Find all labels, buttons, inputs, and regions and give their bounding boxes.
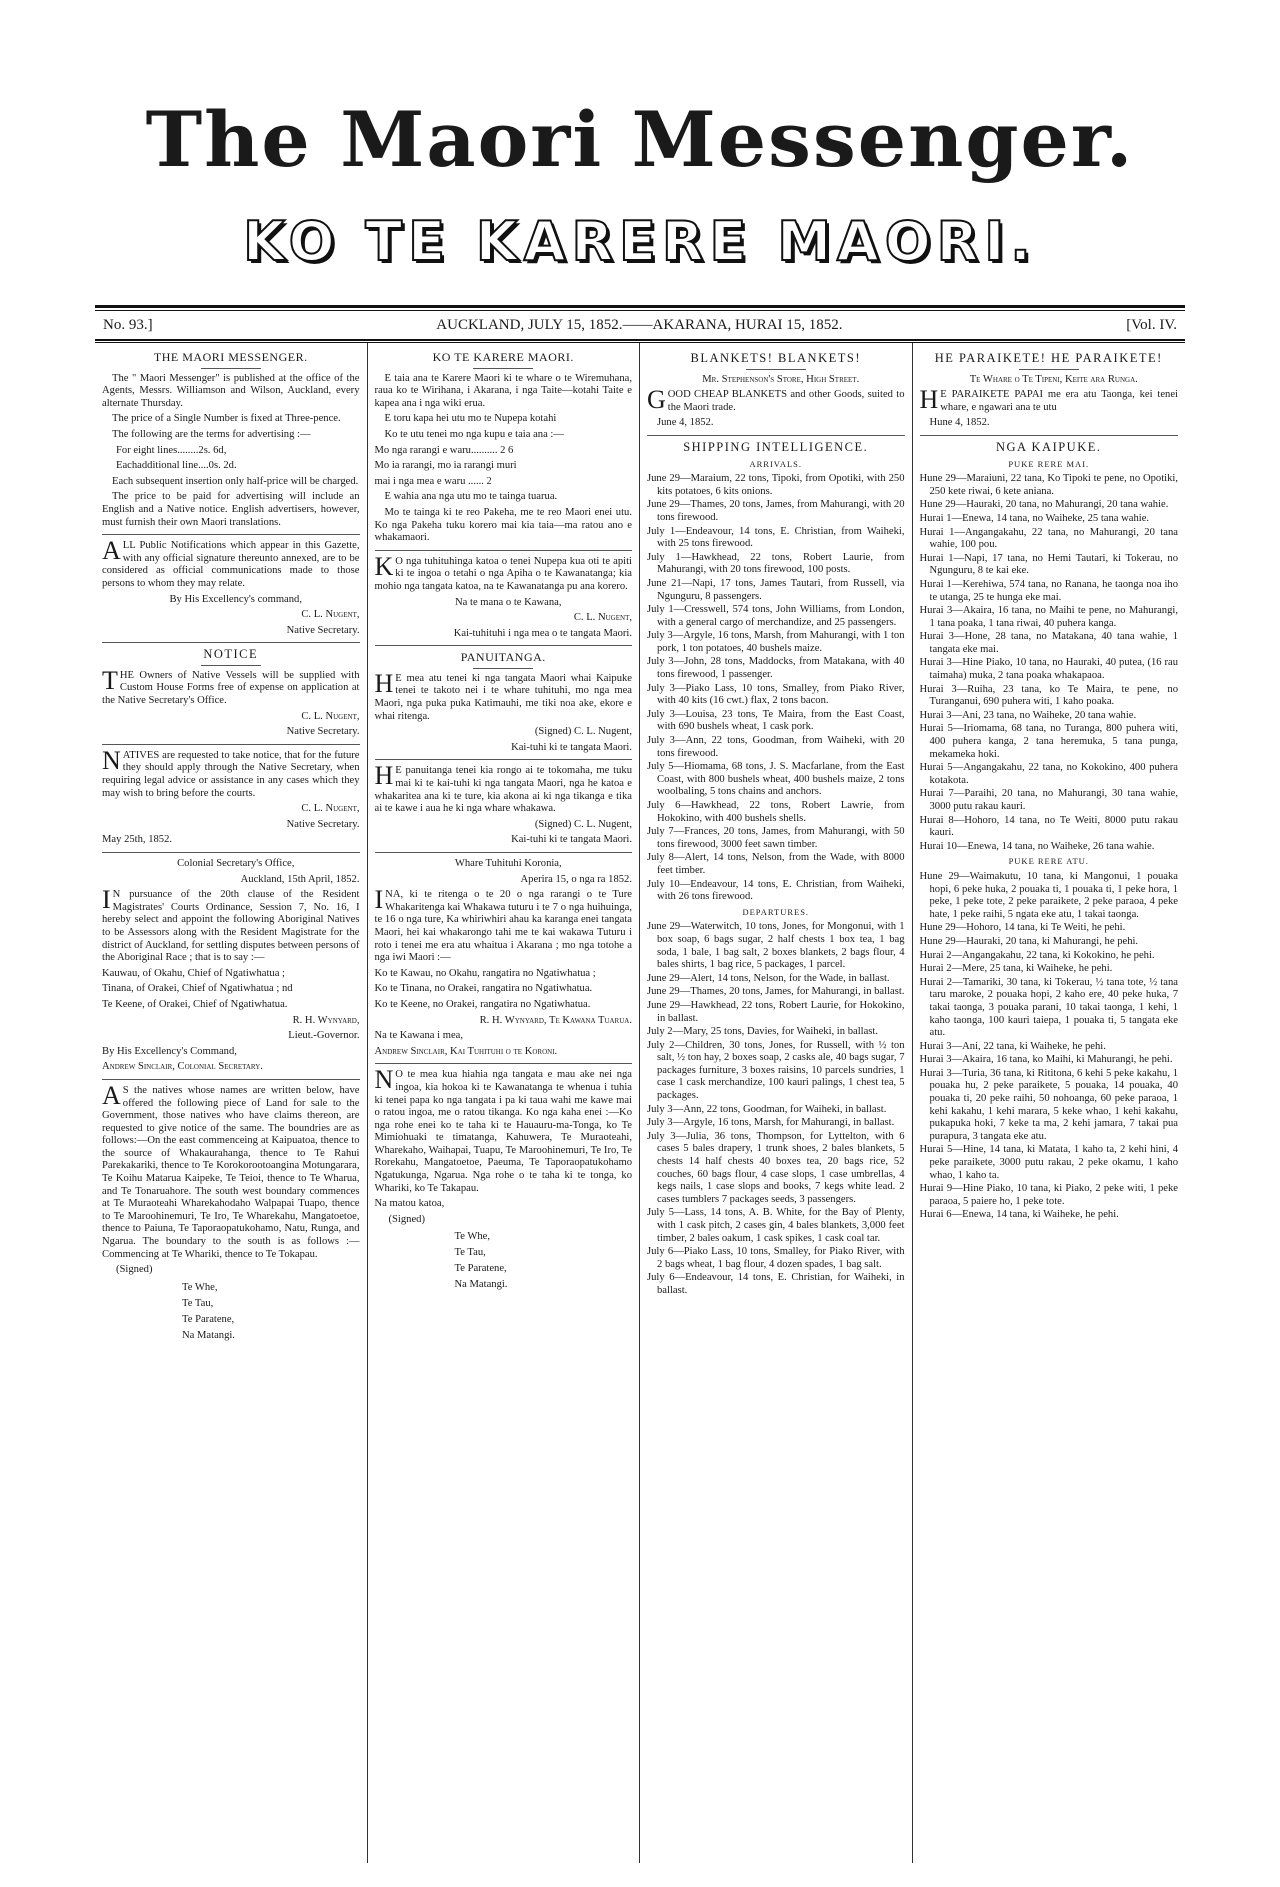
divider [647, 435, 905, 436]
list-item: June 21—Napi, 17 tons, James Tautari, from Russell, via Ngunguru, 8 passengers. [647, 577, 905, 602]
list-item: Hurai 10—Enewa, 14 tana, no Waiheke, 26 tana wahie. [919, 840, 1155, 852]
list-item: Hune 29—Maraiuni, 22 tana, Ko Tipoki te pene, no Opotiki, 250 kete riwai, 6 kete aniana. [919, 473, 1178, 497]
paragraph: KO nga tuhituhinga katoa o tenei Nupepa kua oti te apiti ki te ingoa o tetahi o nga Apiha o te Kawanatanga; kia mohio nga tangata katoa, na te Kawanatanga pu ana korero. [374, 551, 632, 592]
list-item: June 29—Alert, 14 tons, Nelson, for the Wade, in ballast. [647, 972, 890, 984]
assessor: Ko te Keene, no Orakei, rangatira no Ngatiwhatua. [374, 998, 591, 1010]
office-date: Aperira 15, o nga ra 1852. [520, 873, 632, 885]
office: Colonial Secretary's Office, [177, 858, 295, 869]
paragraph: Na te Kawana i mea, [374, 1030, 464, 1042]
masthead [95, 95, 1185, 185]
issue-number: No. 93.] [103, 317, 153, 333]
divider [102, 852, 360, 853]
signature: R. H. Wynyard, [292, 1014, 360, 1026]
column-shipping-english [640, 343, 913, 1863]
signature: C. L. Nugent, [301, 803, 360, 815]
paragraph: Ko te utu tenei mo nga kupu e taia ana :— [384, 428, 564, 440]
list-item: July 3—Argyle, 16 tons, Marsh, from Mahurangi, with 1 ton pork, 1 ton potatoes, 40 bushels maize. [647, 630, 905, 654]
list-item: July 5—Lass, 14 tons, A. B. White, for the Bay of Plenty, with 1 cask pitch, 2 cases gin, 4 bales blankets, 3,000 feet timber, 2 bales oakum, 1 cask spikes, 1 cask coal tar. [647, 1207, 905, 1244]
divider [746, 369, 806, 370]
divider [920, 435, 1179, 436]
assessor: Te Keene, of Orakei, Chief of Ngatiwhatua. [102, 998, 288, 1010]
list-item: July 6—Hawkhead, 22 tons, Robert Lawrie, from Hokokino, with 400 bushels shells. [647, 800, 905, 824]
list-item: Hurai 2—Mere, 25 tana, ki Waiheke, he pehi. [919, 963, 1113, 975]
signatory: Na Matangi. [454, 1279, 508, 1291]
paragraph: By His Excellency's command, [169, 593, 303, 605]
list-item: July 10—Endeavour, 14 tons, E. Christian, from Waiheki, with 26 tons firewood. [647, 878, 905, 903]
list-item: Hurai 7—Paraihi, 20 tana, no Mahurangi, 30 tana wahie, 3000 putu rakau kauri. [919, 788, 1178, 812]
list-item: July 2—Children, 30 tons, Jones, for Russell, with ½ ton salt, ½ ton hay, 2 boxes soap, 2 casks ale, 40 bags sugar, 7 packages furniture, 3 boxes raisins, 10 parcels sundries, 1 case 1 cask merchandize, 100 kauri palings, 1 chest tea, 5 packages. [647, 1039, 905, 1102]
rate-line: For eight lines........2s. 6d, [116, 444, 227, 456]
list-item: Hurai 3—Hine Piako, 10 tana, no Hauraki, 40 putea, (16 rau taimaha) muka, 2 tana poaka whakapaoa. [919, 657, 1178, 682]
paragraph: INA, ki te ritenga o te 20 o nga rarangi o te Ture Whakaritenga kai Whakawa tuturu i te 7 o nga huihuinga, te 16 o nga ture, Ka whiriwhiri ahau ka karanga enei tangata Maori, hei kai whakarongo tahi me te kai wakawa Tuturu i roto i tenei me era atu whaitua i Akarana ; mo nga totohe a nga iwi Maori :— [374, 885, 632, 964]
list-item: Hune 29—Waimakutu, 10 tana, ki Mangonui, 1 pouaka hopi, 6 peke huka, 2 pouaka ti, 1 pouaka ti, 1 peke hora, 1 peke, 1 peke tote, 2 peke paraikete, 2 peke paraoa, 4 peke hate, 1 peke raihi, 5 ngata eke atu, 1 takai taonga. [919, 870, 1178, 920]
list-item: June 29—Thames, 20 tons, James, for Mahurangi, in ballast. [647, 986, 905, 998]
paragraph: GOOD CHEAP BLANKETS and other Goods, suited to the Maori trade. [647, 385, 905, 415]
signature-title: Lieut.-Governor. [288, 1030, 360, 1042]
store-name: Te Whare o Te Tipeni, Keite ara Runga. [969, 373, 1138, 385]
date: Hune 4, 1852. [929, 417, 990, 429]
signatory: Te Tau, [454, 1247, 486, 1259]
paragraph: The following are the terms for advertising :— [112, 428, 311, 440]
paragraph: The price of a Single Number is fixed at Three-pence. [112, 413, 341, 425]
store-name: Mr. Stephenson's Store, High Street. [702, 373, 860, 385]
list-item: Hurai 3—Hone, 28 tana, no Matakana, 40 tana wahie, 1 tangata eke mai. [919, 631, 1178, 655]
paragraph: HE mea atu tenei ki nga tangata Maori whai Kaipuke tenei te takoto nei i te whare tuhituhi, mo nga mea Maori, nga puka puka Katimauhi, me tiki noa ake, ekore e whai ritenga. [374, 668, 632, 722]
list-item: Hurai 2—Angangakahu, 22 tana, ki Kokokino, he pehi. [919, 949, 1155, 961]
column-english-notices [95, 343, 368, 1863]
signature: C. L. Nugent, [301, 710, 360, 722]
divider [473, 668, 533, 669]
divider [375, 759, 633, 760]
paragraph: ALL Public Notifications which appear in this Gazette, with any official signature thereunto annexed, are to be considered as official communications made to those persons to whom they may relate. [102, 536, 360, 589]
paragraph: Na te mana o te Kawana, [455, 596, 562, 608]
signatories [455, 1229, 633, 1293]
signature-title: Native Secretary. [286, 818, 360, 830]
departures-list [647, 921, 905, 1297]
divider [102, 642, 360, 643]
signature-title: Kai-tuhituhi i nga mea o te tangata Maori. [453, 627, 632, 639]
list-item: Hurai 5—Iriomama, 68 tana, no Turanga, 800 puhera witi, 400 puhera kanga, 2 tana heremuka, 5 tana punga, mekameka hoki. [919, 723, 1178, 760]
list-item: Hurai 1—Kerehiwa, 574 tana, no Ranana, he taonga noa iho te utanga, 25 te hunga eke mai. [919, 578, 1178, 603]
paragraph: The price to be paid for advertising will include an English and a Native notice. English advertisers, however, must furnish their own Maori translations. [102, 491, 360, 528]
list-item: Hune 29—Hauraki, 20 tana, ki Mahurangi, he pehi. [919, 935, 1139, 947]
list-item: July 3—Argyle, 16 tons, Marsh, for Mahurangi, in ballast. [647, 1117, 895, 1129]
paragraph: NATIVES are requested to take notice, that for the future they should apply through the Native Secretary, when requiring legal advice or assistance in any cases which they may wish to bring before the courts. [102, 745, 360, 799]
list-item: Hurai 3—Turia, 36 tana, ki Rititona, 6 kehi 5 peke kakahu, 1 pouaka hu, 2 peke paraikete, 5 pouaka, 14 pouaka, 40 pouaka ti, 20 peke raihi, 50 nohoanga, 60 peke paraoa, 1 kehi kakahu, 1 kehi marara, 5 keke whao, 1 kehi kakahu, pukapuka hoki, 7 keke ta ma, 2 kehi jamara, 7 takai pua purapura, 3 tangata eke atu. [919, 1067, 1178, 1142]
divider [201, 368, 261, 369]
rate-text: Mo ia rarangi, mo ia rarangi muri [374, 460, 517, 472]
list-item: Hurai 3—Akaira, 16 tana, no Maihi te pene, no Mahurangi, 1 tana poaka, 1 tana riwai, 40 puhera kanga. [919, 605, 1178, 629]
list-item: July 3—Ann, 22 tons, Goodman, for Waiheki, in ballast. [647, 1103, 887, 1115]
list-item: Hurai 1—Napi, 17 tana, no Hemi Tautari, ki Tokerau, no Ngunguru, 8 te kai eke. [919, 552, 1178, 577]
list-item: July 7—Frances, 20 tons, James, from Mahurangi, with 50 tons firewood, 3000 feet sawn timber. [647, 826, 905, 850]
heading: NGA KAIPUKE. [996, 439, 1102, 454]
heading: PANUITANGA. [460, 650, 546, 665]
signature-title: Kai-tuhi ki te tangata Maori. [511, 741, 632, 753]
divider [473, 368, 533, 369]
signature: C. L. Nugent, [573, 612, 632, 624]
signed-label: (Signed) [116, 1264, 153, 1276]
subheading: DEPARTURES. [742, 906, 810, 917]
list-item: June 29—Thames, 20 tons, James, from Mahurangi, with 20 tons firewood. [647, 499, 905, 523]
masthead-subtitle: KO TE KARERE MAORI. [243, 210, 1037, 273]
column-maori-notices [368, 343, 641, 1863]
date: June 4, 1852. [657, 417, 714, 429]
assessor: Kauwau, of Okahu, Chief of Ngatiwhatua ; [102, 967, 285, 979]
signature-title: Native Secretary. [286, 624, 360, 636]
list-item: Hurai 1—Angangakahu, 22 tana, no Mahurangi, 20 tana wahie, 100 pou. [919, 526, 1178, 551]
list-item: Hurai 8—Hohoro, 14 tana, no Te Weiti, 8000 putu rakau kauri. [919, 814, 1178, 839]
list-item: July 3—Ann, 22 tons, Goodman, from Waiheki, with 20 tons firewood. [647, 735, 905, 759]
list-item: Hune 29—Hauraki, 20 tana, no Mahurangi, 20 tana wahie. [919, 499, 1169, 511]
divider [375, 550, 633, 551]
list-item: Hurai 9—Hine Piako, 10 tana, ki Piako, 2 peke witi, 1 peke paraoa, 5 paiere ho, 1 peke tote. [919, 1183, 1178, 1207]
list-item: Hurai 3—Ruiha, 23 tana, ko Te Maira, te pene, no Turanganui, 690 puhera witi, 1 kaho poaka. [919, 683, 1178, 708]
signature-title: Kai-tuhi ki te tangata Maori. [511, 834, 632, 846]
office: Whare Tuhituhi Koronia, [454, 858, 562, 869]
signatories [182, 1280, 360, 1344]
divider [102, 534, 360, 535]
dateline [95, 311, 1185, 339]
paragraph: E toru kapa hei utu mo te Nupepa kotahi [384, 413, 557, 425]
divider [102, 1079, 360, 1080]
volume-number: [Vol. IV. [1126, 317, 1177, 333]
list-item: July 3—Louisa, 23 tons, Te Maira, from the East Coast, with 690 bushels wheat, 1 cask pork. [647, 708, 905, 733]
heading: NOTICE [203, 647, 259, 662]
signature: (Signed) C. L. Nugent, [534, 818, 632, 830]
list-item: July 1—Cresswell, 574 tons, John Williams, from London, with a general cargo of merchandize, and 25 passengers. [647, 604, 905, 628]
newspaper-page [95, 95, 1185, 1835]
paragraph: Na matou katoa, [374, 1198, 445, 1210]
list-item: Hurai 2—Tamariki, 30 tana, ki Tokerau, ½ tana tote, ½ tana taru maroke, 2 pouaka hopi, 2 kaho ere, 40 peke huka, 7 takai taonga, 3 pouaka parani, 10 takai taonga, 1 kehi, 1 kaho taonga, 100 kauri taiepa, 1 pouaka ti, 5 tangata eke atu. [919, 976, 1178, 1039]
list-item: July 1—Endeavour, 14 tons, E. Christian, from Waiheki, with 25 tons firewood. [647, 525, 905, 550]
rate-text: mai i nga mea e waru ...... [374, 475, 484, 487]
divider [375, 1063, 633, 1064]
heading: BLANKETS! BLANKETS! [690, 351, 861, 365]
paragraph: E wahia ana nga utu mo te tainga tuarua. [384, 491, 558, 503]
list-item: Hurai 5—Hine, 14 tana, ki Matata, 1 kaho ta, 2 kehi hini, 4 peke paraikete, 3000 putu rakau, 2 peke okamu, 1 kaho whao, 1 kaho ta. [919, 1144, 1178, 1181]
date: May 25th, 1852. [102, 834, 173, 846]
signed-label: (Signed) [388, 1213, 425, 1225]
arrivals-list [647, 473, 905, 904]
list-item: July 8—Alert, 14 tons, Nelson, from the Wade, with 8000 feet timber. [647, 852, 905, 876]
paragraph: Mo te tainga ki te reo Pakeha, me te reo Maori enei utu. Ko nga Pakeha tuku korero mai kia taia—ma ratou ano e whakamaori. [374, 506, 632, 544]
paragraph: THE Owners of Native Vessels will be supplied with Custom House Forms free of expense on application at the Native Secretary's Office. [102, 665, 360, 707]
heading: THE MAORI MESSENGER. [153, 350, 308, 364]
column-shipping-maori [913, 343, 1186, 1863]
signature-title: Native Secretary. [286, 726, 360, 738]
divider [375, 852, 633, 853]
heading: HE PARAIKETE! HE PARAIKETE! [934, 351, 1163, 365]
paragraph: The " Maori Messenger" is published at the office of the Agents, Messrs. Williamson and Wilson, Auckland, every alternate Thursday. [102, 372, 360, 409]
signatory: Te Tau, [182, 1297, 214, 1309]
list-item: July 6—Piako Lass, 10 tons, Smalley, for Piako River, with 2 bags wheat, 1 bag flour, 4 dozen spades, 1 bag salt. [647, 1246, 905, 1270]
list-item: July 3—John, 28 tons, Maddocks, from Matakana, with 40 tons firewood, 1 passenger. [647, 656, 905, 681]
divider [102, 744, 360, 745]
signatory: Na Matangi. [182, 1329, 235, 1341]
list-item: Hurai 1—Enewa, 14 tana, no Waiheke, 25 tana wahie. [919, 512, 1150, 524]
paragraph: Each subsequent insertion only half-price will be charged. [112, 475, 359, 487]
rate-line: Mo nga rarangi e waru.......... 2 6 [374, 444, 514, 456]
paragraph: HE PARAIKETE PAPAI me era atu Taonga, kei tenei whare, e ngawari ana te utu [919, 385, 1178, 415]
columns [95, 343, 1185, 1863]
assessor: Ko te Tinana, no Orakei, rangatira no Ngatiwhatua. [374, 983, 593, 995]
heading: KO TE KARERE MAORI. [432, 350, 574, 364]
list-item: June 29—Hawkhead, 22 tons, Robert Laurie, for Hokokino, in ballast. [647, 999, 905, 1024]
signature: (Signed) C. L. Nugent, [534, 726, 632, 738]
list-item: June 29—Maraium, 22 tons, Tipoki, from Opotiki, with 250 kits potatoes, 6 kits onions. [647, 473, 905, 497]
paragraph: IN pursuance of the 20th clause of the Resident Magistrates' Courts Ordinance, Session 7, No. 16, I hereby select and appoint the following Aboriginal Natives to be Assessors along with the Resident Magistrate for the district of Auckland, for settling disputes between persons of the Aboriginal Race ; that is to say :— [102, 885, 360, 964]
assessor: Ko te Kawau, no Okahu, rangatira no Ngatiwhatua ; [374, 967, 596, 979]
list-item: Hurai 5—Angangakahu, 22 tana, no Kokokino, 400 puhera kotakota. [919, 762, 1178, 786]
office-date: Auckland, 15th April, 1852. [240, 873, 360, 885]
list-item: Hurai 3—Ani, 23 tana, no Waiheke, 20 tana wahie. [919, 709, 1137, 721]
rate-value: 2 [486, 475, 492, 487]
divider [1019, 369, 1079, 370]
departures-list [920, 871, 1179, 1222]
paragraph: Andrew Sinclair, Kai Tuhituhi o te Koroni. [374, 1045, 558, 1057]
paragraph: By His Excellency's Command, [102, 1045, 237, 1057]
divider [201, 665, 261, 666]
list-item: July 1—Hawkhead, 22 tons, Robert Laurie, from Mahurangi, with 20 tons firewood, 100 posts. [647, 551, 905, 576]
subheading: ARRIVALS. [749, 458, 803, 469]
list-item: July 3—Julia, 36 tons, Thompson, for Lyttelton, with 6 cases 5 bales drapery, 1 trunk shoes, 2 bales blankets, 5 chests 14 half chests 40 boxes tea, 20 bags rice, 52 couches, 60 bags flour, 4 case slops, 1 case umbrellas, 4 kegs nails, 1 case slops and books, 7 kegs white lead. 2 cases tumblers 7 packages seeds, 3 passengers. [647, 1130, 905, 1205]
signatory: Te Paratene, [454, 1263, 507, 1275]
signature: C. L. Nugent, [301, 609, 360, 621]
list-item: July 2—Mary, 25 tons, Davies, for Waiheki, in ballast. [647, 1026, 878, 1038]
paragraph: AS the natives whose names are written below, have offered the following piece of Land for sale to the Government, those natives who have claims thereon, are requested to give notice of the same. The boundries are as follows:—On the east commenceing at Kaipuatoa, thence to the source of Whakaurahanga, thence to Te Rahui Parekakariki, thence to Te Korokorootoangina Motungarara, Te Koihu Matarua Kaipeke, Te Teioi, thence to Te Wharua, and Te Tonaruahore. The south west boundary commences at Te Muraoteahi Wharekahodaho Walpapai Tuapo, thence to Te Maroohinemuri, Te Iro, Te Wharekahu, Mangatoetoe, thence to Paiuna, Te Taporaopatukohamo, Natu, Runga, and Ngarua. The boundary to the south is as follows :—Commencing at Te Whariki, thence to Te Tokapau. [102, 1080, 360, 1260]
signatory: Te Whe, [454, 1231, 491, 1243]
paragraph: Andrew Sinclair, Colonial Secretary. [102, 1061, 263, 1073]
paragraph: HE panuitanga tenei kia rongo ai te tokomaha, me tuku mai ki te kai-tuhi ki nga tangata Maori, nga he katoa e whakaritea ana ki te ture, kia akona ai ki nga tikanga e tika ai te kawe i aua he ki nga whare whakawa. [374, 761, 632, 815]
signatory: Te Whe, [182, 1281, 218, 1293]
divider [375, 645, 633, 646]
signature: R. H. Wynyard, Te Kawana Tuarua. [479, 1014, 632, 1026]
list-item: July 6—Endeavour, 14 tons, E. Christian, for Waiheki, in ballast. [647, 1272, 905, 1296]
list-item: July 5—Hiomama, 68 tons, J. S. Macfarlane, from the East Coast, with 800 bushels wheat, 400 bushels maize, 2 tons woolbaling, 5 tons chains and anchors. [647, 761, 905, 798]
list-item: July 3—Piako Lass, 10 tons, Smalley, from Piako River, with 40 kits (16 cwt.) flax, 2 tons bacon. [647, 682, 905, 707]
list-item: June 29—Waterwitch, 10 tons, Jones, for Mongonui, with 1 box soap, 6 bags sugar, 2 half chests 1 box tea, 1 bag soda, 1 bale, 1 bag salt, 2 boxes blankets, 2 bags flour, 4 bales shirts, 1 bag rice, 5 packages, 1 parcel. [647, 921, 905, 971]
subheading: PUKE RERE MAI. [1008, 458, 1090, 469]
list-item: Hurai 3—Ani, 22 tana, ki Waiheke, he pehi. [919, 1040, 1106, 1052]
list-item: Hurai 3—Akaira, 16 tana, ko Maihi, ki Mahurangi, he pehi. [919, 1054, 1173, 1066]
rate-line [375, 460, 633, 473]
paragraph: E taia ana te Karere Maori ki te whare o te Wiremuhana, raua ko te Wirihana, i Akarana, i nga Taite—kotahi Taite e kapea ana i nga wiki erua. [374, 372, 632, 409]
signatory: Te Paratene, [182, 1313, 235, 1325]
issue-date: AUCKLAND, JULY 15, 1852.——AKARANA, HURAI 15, 1852. [436, 317, 843, 333]
list-item: Hurai 6—Enewa, 14 tana, ki Waiheke, he pehi. [919, 1209, 1119, 1221]
subheading: PUKE RERE ATU. [1008, 856, 1089, 867]
heading: SHIPPING INTELLIGENCE. [683, 439, 869, 454]
masthead-title: The Maori Messenger. [145, 95, 1135, 184]
paragraph: NO te mea kua hiahia nga tangata e mau ake nei nga ingoa, kia hokoa ki te Kawanatanga te whenua i tuhia ki tenei papa ko nga tangata i pa ki taua wahi me kawe mai o ratou ingoa, me o ratou tikanga. Ko nga kaha enei :—Ko nga rohe enei ko te taha ki te Hauauru-ma-Tonga, ko Te Mimiohuaki te timatanga, Kahuwera, Te Muraoteahi, Wharekaho, Waihapai, Tuapu, Te Maroohinemuri, Te Iro, Te Rorekahu, Mangatoetoe, Paeuma, Te Taporaopatukohamo Ngatukunga, Ngarua. Nga rohe o te taha ki te tonga, ko Whariki, ko Te Takapau. [374, 1065, 632, 1194]
assessor: Tinana, of Orakei, Chief of Ngatiwhatua ; nd [102, 983, 293, 995]
list-item: Hune 29—Hohoro, 14 tana, ki Te Weiti, he pehi. [919, 922, 1126, 934]
arrivals-list [920, 473, 1179, 853]
rate-line: Eachadditional line....0s. 2d. [116, 460, 237, 472]
rate-line [375, 476, 633, 489]
